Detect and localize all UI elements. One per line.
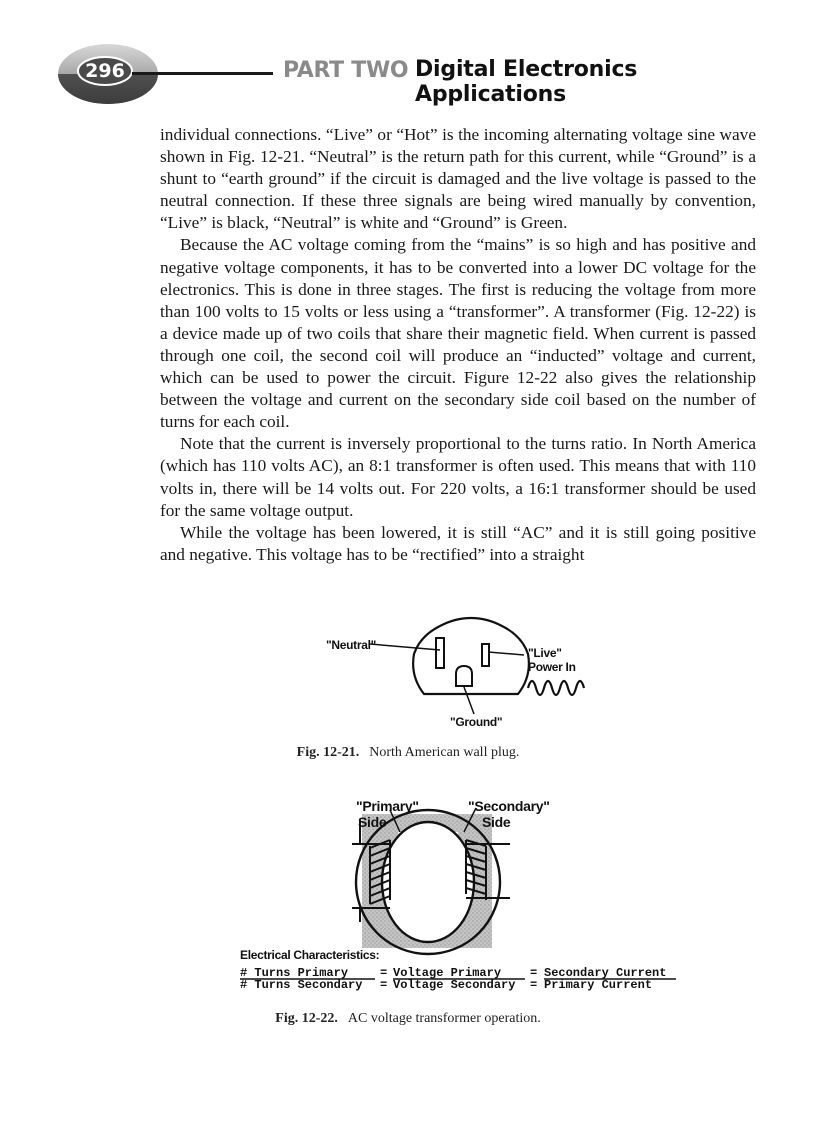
figure-wall-plug: [300, 614, 620, 734]
label-electrical-characteristics: Electrical Characteristics:: [240, 948, 380, 962]
formula-voltage-secondary: Voltage Secondary: [393, 978, 516, 992]
part-label: PART TWO: [283, 58, 409, 83]
page-number: 296: [85, 60, 125, 82]
body-text: [160, 124, 756, 566]
formula-turns-secondary: # Turns Secondary: [240, 978, 363, 992]
caption-number: Fig. 12-21.: [296, 745, 360, 760]
formula-equals: =: [530, 966, 538, 980]
paragraph: Because the AC voltage coming from the “mains” is so high and has positive and negative voltage components, it has to be converted into a lower DC voltage for the electronics. This is done in three stages. The first is reducing the voltage from more than 100 volts to 15 volts or less using a “transformer”. A transformer (Fig. 12-22) is a device made up of two coils that share their magnetic field. When current is passed through one coil, the second coil will produce an “inducted” voltage and current, which can be used to power the circuit. Figure 12-22 also gives the relationship between the voltage and current on the secondary side coil based on the number of turns for each coil.: [160, 235, 756, 432]
running-title: Digital Electronics Applications: [415, 57, 638, 107]
label-secondary: "Secondary": [468, 798, 550, 814]
label-neutral: "Neutral": [326, 638, 377, 652]
formula-secondary-current: Secondary Current: [544, 966, 667, 980]
formula-voltage-primary: Voltage Primary: [393, 966, 502, 980]
formula-equals: =: [380, 966, 388, 980]
formula-equals: =: [380, 978, 388, 992]
label-primary: "Primary": [356, 798, 419, 814]
label-secondary-side: Side: [482, 814, 511, 830]
paragraph: While the voltage has been lowered, it is still “AC” and it is still going positive and negative. This voltage has to be “rectified” into a straight: [160, 522, 756, 564]
paragraph: individual connections. “Live” or “Hot” is the incoming alternating voltage sine wave shown in Fig. 12-21. “Neutral” is the return path for this current, while “Ground” is a shunt to “earth ground” if the circuit is damaged and the live voltage is passed to the neutral connection. If these three signals are being wired manually by convention, “Live” is black, “Neutral” is white and “Ground” is Green.: [160, 125, 756, 233]
figure-caption-12-21: [0, 745, 816, 761]
page-header: [56, 40, 766, 110]
formula-primary-current: Primary Current: [544, 978, 653, 992]
paragraph: Note that the current is inversely proportional to the turns ratio. In North America (which has 110 volts AC), an 8:1 transformer is often used. This means that with 110 volts in, there will be 14 volts out. For 220 volts, a 16:1 transformer should be used for the same voltage output.: [160, 434, 756, 520]
caption-number: Fig. 12-22.: [275, 1011, 338, 1026]
caption-text: AC voltage transformer operation.: [347, 1011, 541, 1026]
formula-equals: =: [530, 978, 538, 992]
caption-text: North American wall plug.: [369, 745, 520, 760]
figure-caption-12-22: [0, 1011, 816, 1027]
label-power-in: Power In: [528, 660, 576, 674]
formula-turns-primary: # Turns Primary: [240, 966, 349, 980]
figure-transformer: [240, 796, 680, 996]
label-primary-side: Side: [358, 814, 387, 830]
label-ground: "Ground": [450, 715, 503, 729]
label-live: "Live": [528, 646, 562, 660]
